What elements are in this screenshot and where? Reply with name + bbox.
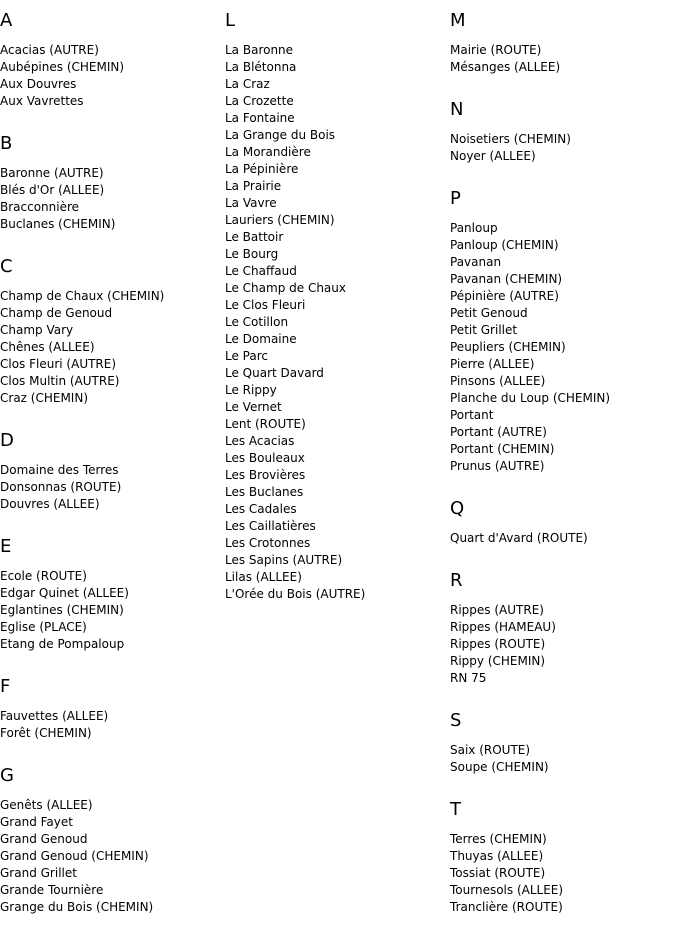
street-name-item: Pierre (ALLEE) bbox=[450, 357, 535, 371]
street-name-item: Le Quart Davard bbox=[225, 366, 324, 380]
street-list bbox=[0, 568, 222, 653]
street-list bbox=[450, 220, 675, 475]
street-name-item: Champ de Genoud bbox=[0, 306, 113, 320]
street-name-item: Les Brovières bbox=[225, 468, 306, 482]
street-name-item: Douvres (ALLEE) bbox=[0, 497, 100, 511]
street-name-item: Le Chaffaud bbox=[225, 264, 297, 278]
letter-section bbox=[0, 0, 222, 110]
section-letter-heading: B bbox=[0, 133, 13, 154]
letter-section bbox=[450, 547, 675, 687]
street-name-item: Mairie (ROUTE) bbox=[450, 43, 542, 57]
street-name-item: Aux Vavrettes bbox=[0, 94, 84, 108]
street-name-item: Domaine des Terres bbox=[0, 463, 119, 477]
street-name-item: La Crozette bbox=[225, 94, 294, 108]
street-name-item: Rippes (ROUTE) bbox=[450, 637, 546, 651]
street-name-item: L'Orée du Bois (AUTRE) bbox=[225, 587, 366, 601]
section-letter-heading: F bbox=[0, 676, 11, 697]
street-name-item: Portant (AUTRE) bbox=[450, 425, 547, 439]
street-index-column-2 bbox=[225, 0, 447, 603]
section-letter-heading: D bbox=[0, 430, 14, 451]
section-letter-heading: M bbox=[450, 10, 466, 31]
street-name-item: Forêt (CHEMIN) bbox=[0, 726, 92, 740]
street-name-item: La Prairie bbox=[225, 179, 282, 193]
street-index-column-3 bbox=[450, 0, 675, 916]
street-name-item: Eglantines (CHEMIN) bbox=[0, 603, 124, 617]
letter-section bbox=[0, 653, 222, 742]
section-letter-heading: E bbox=[0, 536, 12, 557]
street-name-item: Les Buclanes bbox=[225, 485, 304, 499]
street-name-item: Soupe (CHEMIN) bbox=[450, 760, 549, 774]
street-name-item: RN 75 bbox=[450, 671, 487, 685]
street-name-item: Buclanes (CHEMIN) bbox=[0, 217, 116, 231]
letter-section bbox=[0, 233, 222, 407]
street-name-item: Tournesols (ALLEE) bbox=[450, 883, 564, 897]
street-name-item: Le Rippy bbox=[225, 383, 277, 397]
street-name-item: La Pépinière bbox=[225, 162, 299, 176]
street-name-item: La Vavre bbox=[225, 196, 277, 210]
street-name-item: Le Clos Fleuri bbox=[225, 298, 306, 312]
letter-section bbox=[450, 76, 675, 165]
street-name-item: La Baronne bbox=[225, 43, 294, 57]
letter-section bbox=[450, 165, 675, 475]
street-name-item: Pépinière (AUTRE) bbox=[450, 289, 559, 303]
street-name-item: Pavanan bbox=[450, 255, 502, 269]
street-name-item: La Blétonna bbox=[225, 60, 297, 74]
street-name-item: Planche du Loup (CHEMIN) bbox=[450, 391, 611, 405]
street-name-item: Noisetiers (CHEMIN) bbox=[450, 132, 571, 146]
street-name-item: Le Parc bbox=[225, 349, 268, 363]
street-name-item: Grange du Bois (CHEMIN) bbox=[0, 900, 154, 914]
street-name-item: Le Bourg bbox=[225, 247, 279, 261]
letter-section bbox=[0, 407, 222, 513]
street-name-item: Grand Genoud (CHEMIN) bbox=[0, 849, 149, 863]
section-letter-heading: N bbox=[450, 99, 464, 120]
street-name-item: Noyer (ALLEE) bbox=[450, 149, 536, 163]
street-name-item: Le Domaine bbox=[225, 332, 297, 346]
street-name-item: Petit Grillet bbox=[450, 323, 518, 337]
street-name-item: La Fontaine bbox=[225, 111, 295, 125]
street-name-item: Eglise (PLACE) bbox=[0, 620, 87, 634]
street-name-item: Tranclière (ROUTE) bbox=[450, 900, 563, 914]
letter-section bbox=[0, 513, 222, 653]
street-name-item: Peupliers (CHEMIN) bbox=[450, 340, 566, 354]
street-name-item: La Morandière bbox=[225, 145, 311, 159]
street-name-item: La Craz bbox=[225, 77, 270, 91]
street-name-item: Pinsons (ALLEE) bbox=[450, 374, 546, 388]
street-name-item: Panloup bbox=[450, 221, 498, 235]
street-name-item: Petit Genoud bbox=[450, 306, 528, 320]
section-letter-heading: R bbox=[450, 570, 463, 591]
street-list bbox=[0, 462, 222, 513]
street-list bbox=[0, 288, 222, 407]
section-letter-heading: T bbox=[450, 799, 461, 820]
street-name-item: Grand Genoud bbox=[0, 832, 88, 846]
street-name-item: Le Cotillon bbox=[225, 315, 289, 329]
street-name-item: Genêts (ALLEE) bbox=[0, 798, 93, 812]
section-letter-heading: A bbox=[0, 10, 13, 31]
street-name-item: Les Crotonnes bbox=[225, 536, 311, 550]
street-list bbox=[0, 165, 222, 233]
section-letter-heading: G bbox=[0, 765, 14, 786]
letter-section bbox=[450, 687, 675, 776]
street-name-item: Fauvettes (ALLEE) bbox=[0, 709, 109, 723]
street-name-item: Mésanges (ALLEE) bbox=[450, 60, 561, 74]
street-name-item: Portant (CHEMIN) bbox=[450, 442, 555, 456]
street-name-item: Grand Fayet bbox=[0, 815, 73, 829]
street-name-item: Les Sapins (AUTRE) bbox=[225, 553, 343, 567]
street-list bbox=[450, 602, 675, 687]
street-name-item: Rippes (HAMEAU) bbox=[450, 620, 556, 634]
section-letter-heading: P bbox=[450, 188, 461, 209]
street-name-item: Lent (ROUTE) bbox=[225, 417, 306, 431]
street-name-item: Clos Fleuri (AUTRE) bbox=[0, 357, 117, 371]
street-name-item: Rippes (AUTRE) bbox=[450, 603, 544, 617]
street-name-item: Etang de Pompaloup bbox=[0, 637, 125, 651]
street-name-item: Les Acacias bbox=[225, 434, 295, 448]
street-list bbox=[450, 131, 675, 165]
street-name-item: Craz (CHEMIN) bbox=[0, 391, 88, 405]
street-list bbox=[450, 742, 675, 776]
street-name-item: Le Vernet bbox=[225, 400, 282, 414]
street-name-item: Edgar Quinet (ALLEE) bbox=[0, 586, 129, 600]
street-name-item: Ecole (ROUTE) bbox=[0, 569, 87, 583]
street-name-item: Aux Douvres bbox=[0, 77, 77, 91]
street-name-item: Clos Multin (AUTRE) bbox=[0, 374, 120, 388]
street-name-item: Acacias (AUTRE) bbox=[0, 43, 99, 57]
street-list bbox=[450, 530, 675, 547]
section-letter-heading: Q bbox=[450, 498, 465, 519]
street-name-item: Lauriers (CHEMIN) bbox=[225, 213, 335, 227]
street-name-item: Rippy (CHEMIN) bbox=[450, 654, 546, 668]
street-index-column-1 bbox=[0, 0, 222, 916]
street-name-item: Le Battoir bbox=[225, 230, 284, 244]
section-letter-heading: C bbox=[0, 256, 13, 277]
street-name-item: Pavanan (CHEMIN) bbox=[450, 272, 563, 286]
street-name-item: Le Champ de Chaux bbox=[225, 281, 346, 295]
letter-section bbox=[450, 475, 675, 547]
street-name-item: Blés d'Or (ALLEE) bbox=[0, 183, 105, 197]
street-name-item: Thuyas (ALLEE) bbox=[450, 849, 544, 863]
street-name-item: Aubépines (CHEMIN) bbox=[0, 60, 125, 74]
street-name-item: Chênes (ALLEE) bbox=[0, 340, 95, 354]
street-list bbox=[0, 797, 222, 916]
street-name-item: Donsonnas (ROUTE) bbox=[0, 480, 122, 494]
street-list bbox=[225, 42, 447, 603]
letter-section bbox=[225, 0, 447, 603]
street-name-item: Bracconnière bbox=[0, 200, 80, 214]
street-name-item: Portant bbox=[450, 408, 494, 422]
section-letter-heading: L bbox=[225, 10, 236, 31]
street-name-item: Panloup (CHEMIN) bbox=[450, 238, 559, 252]
street-name-item: La Grange du Bois bbox=[225, 128, 336, 142]
street-name-item: Saix (ROUTE) bbox=[450, 743, 531, 757]
street-name-item: Quart d'Avard (ROUTE) bbox=[450, 531, 588, 545]
street-name-item: Terres (CHEMIN) bbox=[450, 832, 547, 846]
street-name-item: Champ de Chaux (CHEMIN) bbox=[0, 289, 165, 303]
street-name-item: Les Bouleaux bbox=[225, 451, 305, 465]
street-name-item: Les Cadales bbox=[225, 502, 297, 516]
letter-section bbox=[0, 742, 222, 916]
letter-section bbox=[450, 0, 675, 76]
letter-section bbox=[0, 110, 222, 233]
letter-section bbox=[450, 776, 675, 916]
street-name-item: Baronne (AUTRE) bbox=[0, 166, 104, 180]
street-list bbox=[450, 831, 675, 916]
street-name-item: Grand Grillet bbox=[0, 866, 77, 880]
street-name-item: Lilas (ALLEE) bbox=[225, 570, 302, 584]
street-list bbox=[0, 42, 222, 110]
street-name-item: Tossiat (ROUTE) bbox=[450, 866, 546, 880]
street-name-item: Prunus (AUTRE) bbox=[450, 459, 545, 473]
street-name-item: Grande Tournière bbox=[0, 883, 104, 897]
street-list bbox=[450, 42, 675, 76]
street-name-item: Champ Vary bbox=[0, 323, 74, 337]
street-name-item: Les Caillatières bbox=[225, 519, 316, 533]
section-letter-heading: S bbox=[450, 710, 462, 731]
street-list bbox=[0, 708, 222, 742]
